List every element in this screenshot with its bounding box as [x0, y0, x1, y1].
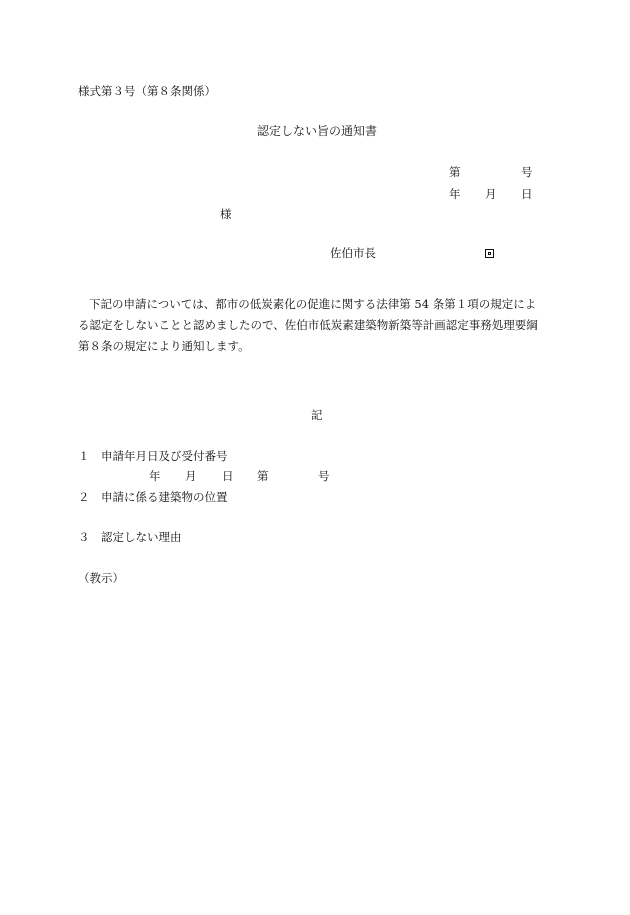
item-3-number: ３ — [78, 530, 90, 544]
item-2-number: ２ — [78, 490, 90, 504]
item-1-go: 号 — [318, 469, 330, 483]
recipient-honorific: 様 — [220, 207, 232, 221]
item-1-month: 月 — [185, 469, 197, 483]
body-line: 第８条の規定により通知します。 — [78, 339, 250, 353]
item-2-label: 申請に係る建築物の位置 — [101, 490, 228, 504]
body-paragraph — [78, 294, 560, 357]
item-1-year: 年 — [149, 469, 161, 483]
body-line: 下記の申請については、都市の低炭素化の促進に関する法律第 54 条第１項の規定によ — [89, 297, 537, 311]
form-label: 様式第３号（第８条関係） — [78, 84, 216, 98]
item-1-day: 日 — [222, 469, 234, 483]
seal-icon — [485, 249, 494, 261]
item-1-label: 申請年月日及び受付番号 — [101, 449, 228, 463]
issuer-name: 佐伯市長 — [330, 246, 376, 260]
date-year: 年 — [449, 187, 461, 201]
number-suffix: 号 — [521, 165, 533, 179]
item-1-number: １ — [78, 449, 90, 463]
notice-label: （教示） — [78, 571, 124, 585]
seal-mark — [485, 249, 494, 258]
number-prefix: 第 — [449, 165, 461, 179]
item-1-dai: 第 — [257, 469, 269, 483]
item-3-label: 認定しない理由 — [101, 530, 182, 544]
date-month: 月 — [485, 187, 497, 201]
ki-heading: 記 — [311, 408, 323, 422]
document-title: 認定しない旨の通知書 — [257, 124, 378, 138]
date-day: 日 — [521, 187, 533, 201]
body-line: る認定をしないことと認めましたので、佐伯市低炭素建築物新築等計画認定事務処理要綱 — [78, 318, 538, 332]
